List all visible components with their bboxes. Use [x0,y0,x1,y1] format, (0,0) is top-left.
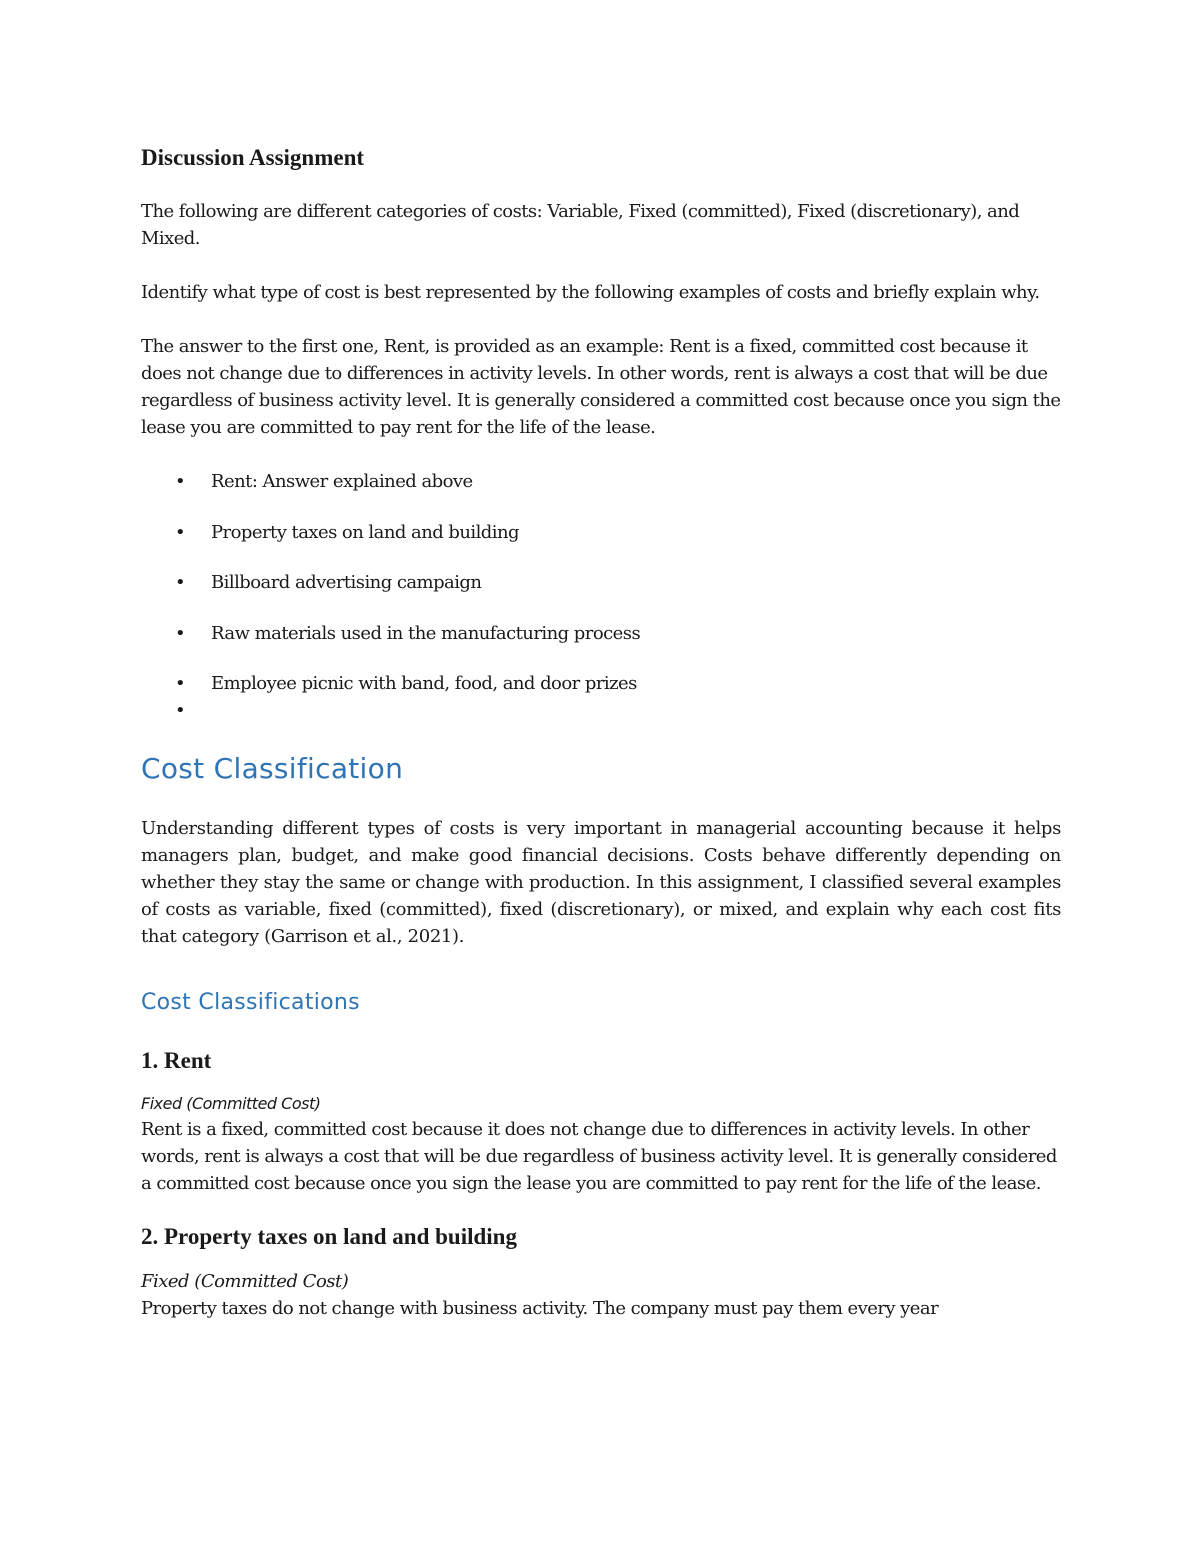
item-heading-property-taxes: 2. Property taxes on land and building [141,1224,517,1249]
overview-paragraph: Understanding different types of costs is very important in managerial accounting because it helps managers plan, budget, and make good financial decisions. Costs behave differently depending on whether they stay the same or change with production. In this assignment, I classified several examples of costs as variable, fixed (committed), fixed (discretionary), or mixed, and explain why each cost fits that category (Garrison et al., 2021). [141,818,1061,947]
item-body-property-taxes: Property taxes do not change with business activity. The company must pay them every year [141,1298,939,1319]
item-type-property-taxes: Fixed (Committed Cost) [141,1271,349,1292]
intro-paragraph-2: Identify what type of cost is best represented by the following examples of costs and briefly explain why. [141,282,1040,303]
item-type-rent: Fixed (Committed Cost) [141,1094,321,1113]
list-item-text: Raw materials used in the manufacturing process [211,622,641,644]
list-item-text: Billboard advertising campaign [211,572,482,593]
item-body-rent: Rent is a fixed, committed cost because it does not change due to differences in activity levels. In other words, rent is always a cost that will be due regardless of business activity level. It is generally considered a committed cost because once you sign the lease you are committed to pay rent for the life of the lease. [141,1119,1057,1194]
list-item [141,670,1061,697]
cost-examples-list [141,468,1061,724]
bullet-icon: • [175,471,186,492]
list-item [141,569,1061,596]
list-item [141,468,1061,495]
list-item-empty [141,697,1061,724]
intro-paragraph-1: The following are different categories of costs: Variable, Fixed (committed), Fixed (discretionary), and Mixed. [141,201,1020,249]
list-item [141,519,1061,546]
list-item-text: Property taxes on land and building [211,521,520,543]
bullet-icon: • [175,622,186,644]
item-heading-rent: 1. Rent [141,1048,212,1073]
bullet-icon: • [175,521,186,543]
document-title: Discussion Assignment [141,145,365,170]
document-content [141,142,1061,1349]
section-heading-cost-classification: Cost Classification [141,752,404,785]
bullet-icon: • [175,572,186,593]
list-item-text: Rent: Answer explained above [211,471,473,492]
list-item-text: Employee picnic with band, food, and door prizes [211,673,637,694]
section-heading-cost-classifications: Cost Classifications [141,990,360,1015]
list-item [141,620,1061,647]
bullet-icon: • [175,673,186,694]
bullet-icon: • [175,700,186,721]
intro-paragraph-3: The answer to the first one, Rent, is provided as an example: Rent is a fixed, committed cost because it does not change due to differences in activity levels. In other words, rent is always a cost that will be due regardless of business activity level. It is generally considered a committed cost because once you sign the lease you are committed to pay rent for the life of the lease. [141,336,1061,438]
